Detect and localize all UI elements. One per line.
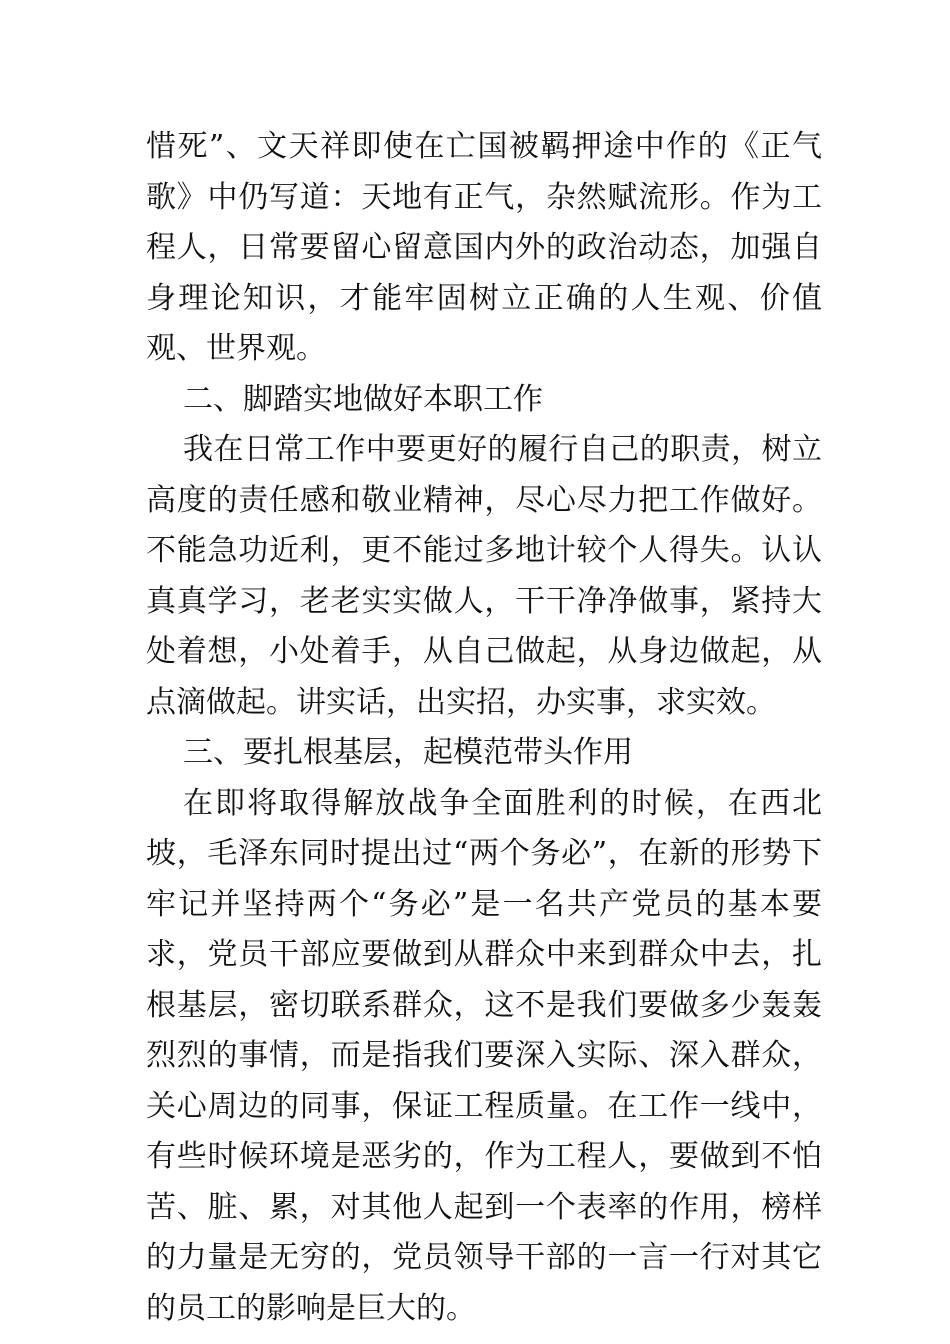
body-paragraph-3: 在即将取得解放战争全面胜利的时候，在西北坡，毛泽东同时提出过“两个务必”，在新的形势下牢记并坚持两个“务必”是一名共产党员的基本要求，党员干部应要做到从群众中来到群众中去，扎根基层，密切联系群众，这不是我们要做多少轰轰烈烈的事情，而是指我们要深入实际、深入群众，关心周边的同事，保证工程质量。在工作一线中，有些时候环境是恶劣的，作为工程人，要做到不怕苦、脏、累，对其他人起到一个表率的作用，榜样的力量是无穷的，党员领导干部的一言一行对其它的员工的影响是巨大的。: [146, 785, 822, 1326]
body-paragraph-continuation: 惜死”、文天祥即使在亡国被羁押途中作的《正气歌》中仍写道：天地有正气，杂然赋流形。作为工程人，日常要留心留意国内外的政治动态，加强自身理论知识，才能牢固树立正确的人生观、价值观、世界观。: [146, 129, 822, 366]
section-heading-3: 三、要扎根基层，起模范带头作用: [183, 735, 633, 770]
section-heading-2: 二、脚踏实地做好本职工作: [183, 381, 543, 417]
document-body: [146, 122, 822, 1334]
body-paragraph-2: 我在日常工作中要更好的履行自己的职责，树立高度的责任感和敬业精神，尽心尽力把工作做好。不能急功近利，更不能过多地计较个人得失。认认真真学习，老老实实做人，干干净净做事，紧持大处着想，小处着手，从自己做起，从身边做起，从点滴做起。讲实话，出实招，办实事，求实效。: [146, 432, 822, 720]
